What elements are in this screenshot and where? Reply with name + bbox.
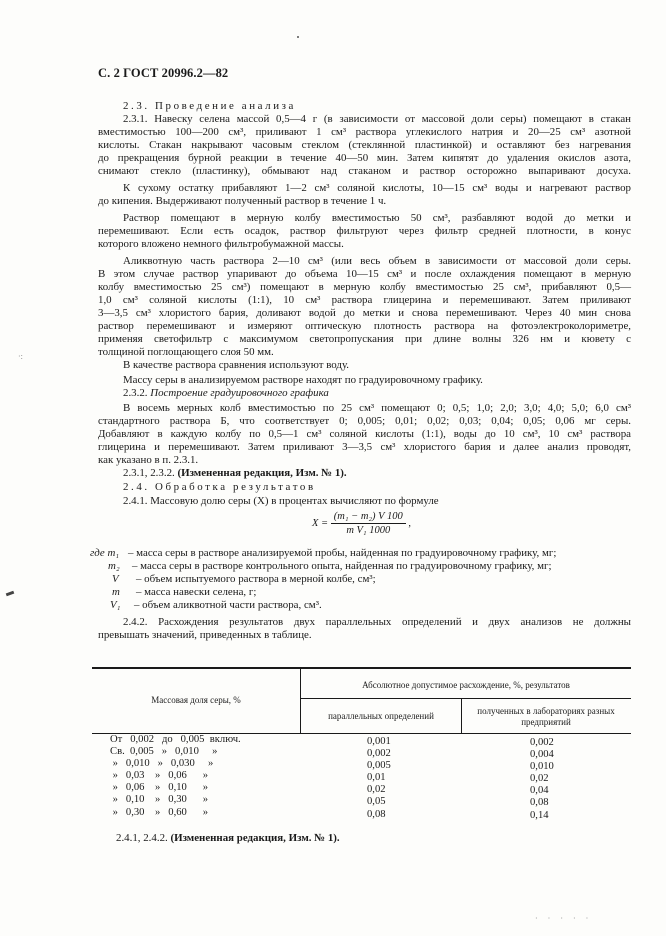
paragraph-line: как указано в п. 2.3.1. [98, 454, 199, 466]
table-cell-parallel: 0,01 [367, 772, 386, 784]
section-title-2-4: 2.4. Обработка результатов [123, 481, 316, 493]
table-cell-range: » 0,10 » 0,30 » [110, 794, 208, 806]
table-cell-range: » 0,03 » 0,06 » [110, 770, 208, 782]
formula-lhs: X = [312, 517, 329, 529]
paragraph-line: вместимостью 100—200 см³, приливают 1 см³ раствора углекислого натрия и 20—25 см³ азотной [98, 126, 631, 138]
table-rule-vertical [461, 698, 462, 733]
formula-numerator: (m₁ − m₂) V 100 [331, 511, 406, 524]
definition-text: – масса серы в растворе анализируемой пробы, найденная по градуировочному графику, мг; [128, 547, 557, 559]
amendment-note-2 [116, 832, 340, 844]
amendment-refs: 2.4.1, 2.4.2. [116, 832, 168, 844]
table-header-labs: полученных в лабораториях разных предприятий [477, 706, 615, 727]
paragraph-line: В качестве раствора сравнения используют воду. [123, 359, 350, 371]
paragraph-line: 2.3.1. Навеску селена массой 0,5—4 г (в зависимости от массовой доли серы) помещают в стакан [123, 113, 631, 125]
paragraph-line: до кипения. Выдерживают полученный раствор в течение 1 ч. [98, 195, 387, 207]
paragraph-line: превышать значений, приведенных в таблице. [98, 629, 312, 641]
formula-denominator: m V₁ 1000 [346, 525, 391, 536]
paragraph-line: 3—3,5 см³ хлористого бария, доливают водой до метки и снова перемешивают. Через 40 мин снова [98, 307, 631, 319]
formula-tail: , [408, 517, 412, 529]
paragraph-line: перемешивают. Если есть осадок, раствор фильтруют через фильтр средней плотности, в конус [98, 225, 631, 237]
table-cell-labs: 0,02 [530, 773, 549, 785]
scan-speck: · · · · · [535, 914, 593, 923]
table-column-parallel [367, 736, 391, 821]
paragraph-line: стандартного раствора Б, что соответствует 0; 0,005; 0,01; 0,02; 0,03; 0,04; 0,05; 0,06 мг серы. [98, 415, 631, 427]
formula [312, 511, 411, 536]
table-column-labs [530, 737, 554, 822]
table-cell-parallel: 0,005 [367, 760, 391, 772]
scan-speck [297, 36, 299, 38]
paragraph-line: снимают стекло (пластинку), обмывают над стаканом и раствор осторожно выпаривают досуха. [98, 165, 631, 177]
paragraph-line: толщиной поглощающего слоя 50 мм. [98, 346, 274, 358]
formula-fraction [331, 511, 406, 536]
table-cell-parallel: 0,08 [367, 808, 386, 820]
table-rule-top [92, 667, 631, 669]
amendment-text: (Измененная редакция, Изм. № 1). [170, 832, 340, 844]
paragraph-line: К сухому остатку прибавляют 1—2 см³ соляной кислоты, 10—15 см³ воды и нагревают раствор [123, 182, 631, 194]
table-cell-labs: 0,004 [530, 749, 554, 761]
table-cell-range: » 0,010 » 0,030 » [110, 758, 214, 770]
paragraph-line: В восемь мерных колб вместимостью по 25 см³ помещают 0; 0,5; 1,0; 2,0; 3,0; 4,0; 5,0; 6,0 см³ [123, 402, 631, 414]
amendment-refs: 2.3.1, 2.3.2. [123, 467, 175, 479]
paragraph-line: раствор перемешивают и измеряют оптическую плотность раствора на фотоэлектроколориметре, [98, 320, 631, 332]
paragraph-line: Добавляют в каждую колбу по 0,5—1 см³ соляной кислоты (1:1), воды до 10 см³, 10 см³ раствора [98, 428, 631, 440]
table-header-mass-fraction: Массовая доля серы, % [151, 695, 241, 705]
definition-text: – масса навески селена, г; [136, 586, 257, 598]
paragraph-line: Массу серы в анализируемом растворе находят по градуировочному графику. [123, 374, 483, 386]
paragraph-line: 1,0 см³ соляной кислоты (1:1), 10 см³ раствора глицерина и перемешивают. Затем приливают [98, 294, 631, 306]
amendment-note [123, 467, 347, 480]
paragraph-line: до прекращения бурной реакции в течение 40—50 мин. Затем кипятят до удаления окислов азота, [98, 152, 631, 164]
definition-row [90, 560, 551, 573]
definition-text: – масса серы в растворе контрольного опыта, найденная по градуировочному графику, мг; [132, 560, 552, 572]
table-cell-labs: 0,08 [530, 797, 549, 809]
table-header-parallel: параллельных определений [328, 711, 434, 721]
paragraph-line: глицерина и перемешивают. Затем приливают 3—3,5 см³ хлористого бария и далее анализ проводят, [98, 441, 631, 453]
table-cell-labs: 0,04 [530, 785, 549, 797]
section-title-text: Построение градуировочного графика [150, 387, 329, 399]
table-cell-parallel: 0,02 [367, 784, 386, 796]
scan-speck: ·: [18, 352, 23, 361]
section-title-2-3: 2.3. Проведение анализа [123, 100, 296, 112]
table-cell-labs: 0,002 [530, 737, 554, 748]
paragraph-line: 2.4.1. Массовую долю серы (X) в процентах вычисляют по формуле [123, 495, 439, 507]
table-cell-parallel: 0,001 [367, 736, 391, 747]
table-rule-subheader [301, 698, 631, 699]
table-cell-labs: 0,14 [530, 809, 549, 821]
table-rule-vertical [300, 667, 301, 733]
paragraph-line: колбу вместимостью 25 см³) помещают в мерную колбу вместимостью 25 см³, прибавляют 0,5— [98, 281, 631, 293]
section-number: 2.3.2. [123, 387, 148, 399]
paragraph-line: применяя светофильтр с максимумом светопропускания при длине волны 326 нм и кювету с [98, 333, 631, 345]
scan-mark [6, 591, 15, 597]
paragraph-line: которого вложено немного фильтробумажной массы. [98, 238, 344, 250]
table-cell-range: От 0,002 до 0,005 включ. [110, 734, 241, 745]
page-header: С. 2 ГОСТ 20996.2—82 [98, 66, 229, 80]
paragraph-line: Аликвотную часть раствора 2—10 см³ (или весь объем в зависимости от массовой доли серы. [123, 255, 631, 267]
table-cell-parallel: 0,002 [367, 748, 391, 760]
definition-text: – объем аликвотной части раствора, см³. [134, 599, 322, 611]
paragraph-line: 2.4.2. Расхождения результатов двух параллельных определений и двух анализов не должны [123, 616, 631, 628]
definition-symbol: где m₁ [90, 547, 120, 559]
definition-symbol: V₁ [110, 599, 121, 611]
amendment-text: (Измененная редакция, Изм. № 1). [177, 467, 347, 479]
paragraph-line: В этом случае раствор упаривают до объема 10—15 см³ и после охлаждения помещают в мерную [98, 268, 631, 280]
table-cell-range: » 0,30 » 0,60 » [110, 806, 208, 818]
definition-text: – объем испытуемого раствора в мерной колбе, см³; [136, 573, 376, 585]
paragraph-line: кислоты. Стакан накрывают часовым стеклом (стеклянной пластинкой) и оставляют без нагревания [98, 139, 631, 151]
section-title-2-3-2 [123, 387, 329, 400]
definition-row [90, 547, 556, 560]
table-cell-parallel: 0,05 [367, 796, 386, 808]
definition-symbol: V [112, 573, 119, 585]
table-header-group: Абсолютное допустимое расхождение, %, результатов [362, 680, 570, 690]
definition-row [90, 586, 256, 599]
table-column-range [110, 734, 241, 819]
definition-symbol: m₂ [108, 560, 120, 572]
definition-row [90, 599, 322, 612]
table-cell-labs: 0,010 [530, 761, 554, 773]
definition-row [90, 573, 376, 586]
table-cell-range: » 0,06 » 0,10 » [110, 782, 208, 794]
definition-symbol: m [112, 586, 120, 598]
paragraph-line: Раствор помещают в мерную колбу вместимостью 50 см³, разбавляют водой до метки и [123, 212, 631, 224]
table-cell-range: Св. 0,005 » 0,010 » [110, 746, 218, 758]
